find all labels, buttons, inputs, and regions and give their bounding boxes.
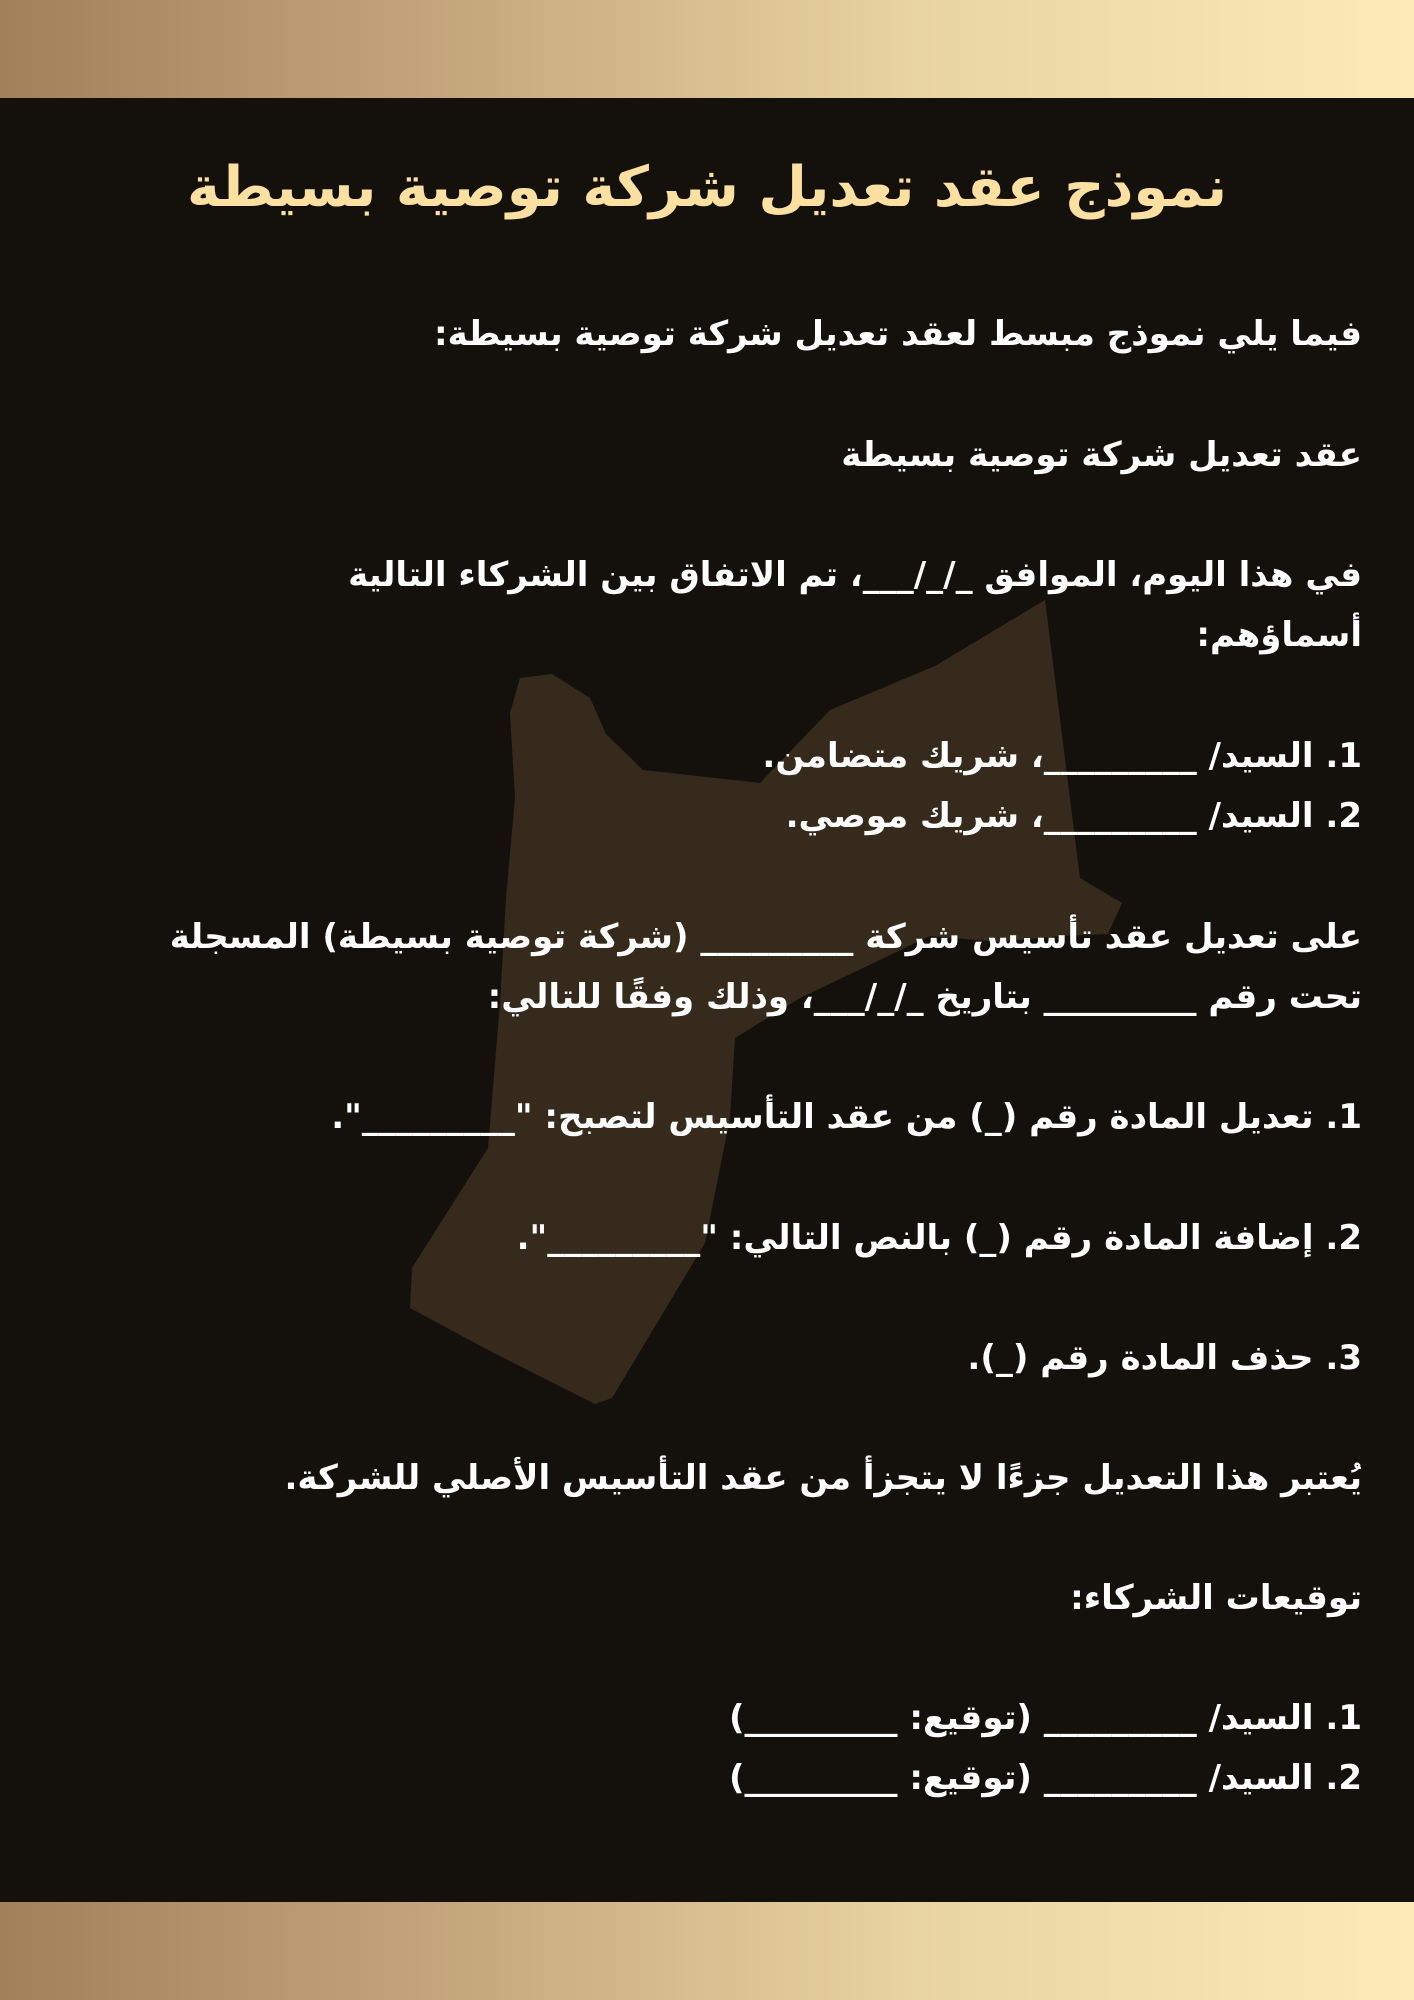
bottom-gold-band [0, 1902, 1414, 2000]
document-title: نموذج عقد تعديل شركة توصية بسيطة [186, 155, 1228, 220]
clause-item: 1. تعديل المادة رقم (_) من عقد التأسيس لتصبح: "_________". [331, 1097, 1362, 1137]
document-page [0, 98, 1414, 1902]
closing-text: يُعتبر هذا التعديل جزءًا لا يتجزأ من عقد التأسيس الأصلي للشركة. [284, 1458, 1362, 1498]
signature-item: 1. السيد/ _________ (توقيع: _________) [728, 1698, 1362, 1738]
amendment-line-2: تحت رقم _________ بتاريخ _/_/___، وذلك وفقًا للتالي: [487, 977, 1362, 1017]
agreement-line-1: في هذا اليوم، الموافق _/_/___، تم الاتفاق بين الشركاء التالية [348, 555, 1362, 595]
agreement-line-2: أسماؤهم: [1196, 615, 1362, 655]
signature-item: 2. السيد/ _________ (توقيع: _________) [728, 1758, 1362, 1798]
intro-text: فيما يلي نموذج مبسط لعقد تعديل شركة توصية بسيطة: [434, 314, 1362, 354]
clause-item: 3. حذف المادة رقم (_). [967, 1338, 1362, 1378]
amendment-line-1: على تعديل عقد تأسيس شركة _________ (شركة توصية بسيطة) المسجلة [169, 917, 1362, 957]
top-gold-band [0, 0, 1414, 98]
clause-item: 2. إضافة المادة رقم (_) بالنص التالي: "_________". [516, 1218, 1362, 1258]
partner-item: 2. السيد/ _________، شريك موصي. [785, 796, 1362, 836]
signatures-heading: توقيعات الشركاء: [1070, 1578, 1362, 1618]
partner-item: 1. السيد/ _________، شريك متضامن. [762, 736, 1362, 776]
contract-heading: عقد تعديل شركة توصية بسيطة [841, 435, 1362, 475]
